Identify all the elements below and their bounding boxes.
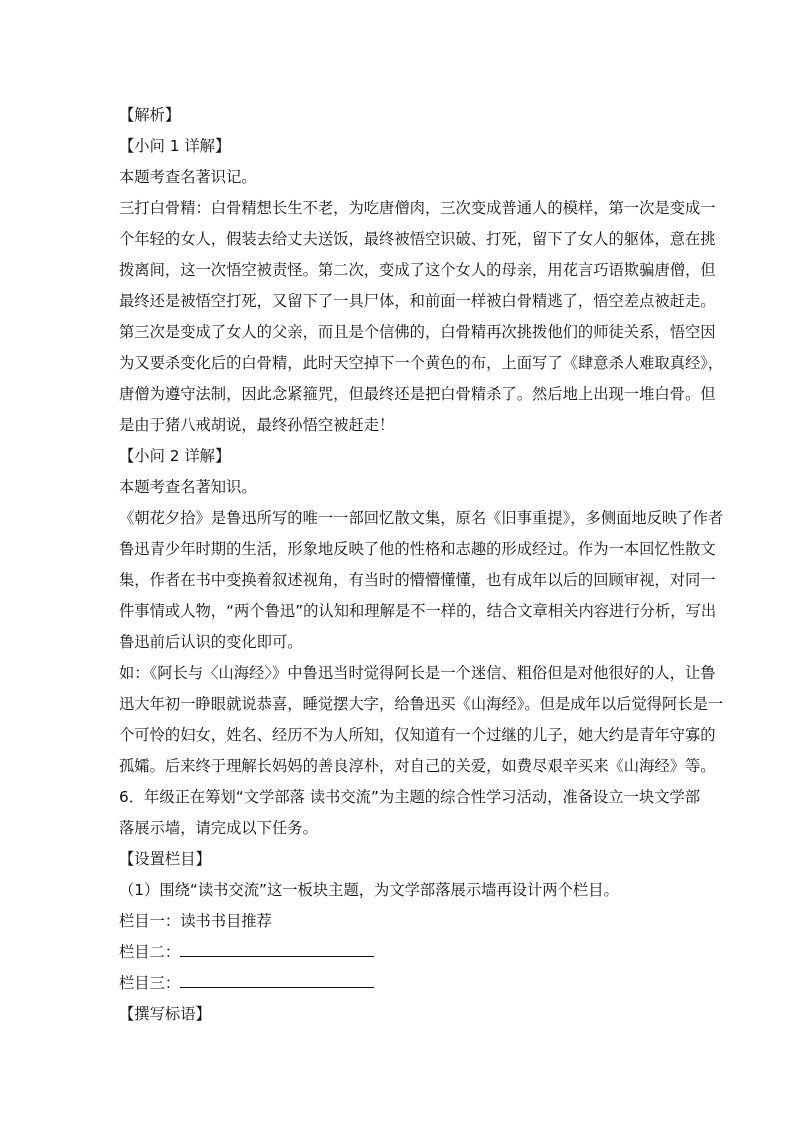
paragraph-line — [119, 875, 679, 906]
answer-field-line — [119, 968, 679, 999]
paragraph-line — [119, 162, 679, 193]
paragraph-line — [119, 224, 716, 255]
line-text: 【小问 1 详解】 — [119, 137, 231, 155]
paragraph-line — [119, 565, 716, 596]
line-text: 6．年级正在筹划“文学部落 读书交流”为主题的综合性学习活动，准备设立一块文学部 — [119, 788, 701, 806]
line-text: 三打白骨精：白骨精想长生不老，为吃唐僧肉，三次变成普通人的模样，第一次是变成一 — [119, 199, 716, 217]
line-text: 件事情或人物，“两个鲁迅”的认知和理解是不一样的，结合文章相关内容进行分析，写出 — [119, 602, 717, 620]
paragraph-line — [119, 720, 716, 751]
line-text: 个年轻的女人，假装去给丈夫送饭，最终被悟空识破、打死，留下了女人的躯体，意在挑 — [119, 230, 716, 248]
line-text: 【解析】 — [119, 106, 181, 124]
line-text: 最终还是被悟空打死，又留下了一具尸体，和前面一样被白骨精逃了，悟空差点被赶走。 — [119, 292, 716, 310]
answer-blank[interactable] — [180, 971, 374, 988]
line-text: 本题考查名著知识。 — [119, 478, 257, 496]
paragraph-line — [119, 348, 724, 379]
paragraph-line — [119, 317, 716, 348]
paragraph-line — [119, 906, 679, 937]
paragraph-line — [119, 193, 716, 224]
line-text: 本题考查名著识记。 — [119, 168, 257, 186]
line-text: 孤孀。后来终于理解长妈妈的善良淳朴，对自己的关爱，如费尽艰辛买来《山海经》等。 — [119, 757, 716, 775]
section-heading — [119, 441, 679, 472]
paragraph-line — [119, 410, 679, 441]
paragraph-line — [119, 627, 679, 658]
paragraph-line — [119, 813, 679, 844]
line-text: 是由于猪八戒胡说，最终孙悟空被赶走！ — [119, 416, 395, 434]
line-text: 《朝花夕拾》是鲁迅所写的唯一一部回忆散文集，原名《旧事重提》，多侧面地反映了作者 — [119, 509, 724, 527]
paragraph-line — [119, 534, 716, 565]
line-text: 【撰写标语】 — [119, 1005, 211, 1023]
paragraph-line — [119, 379, 716, 410]
line-text: 【小问 2 详解】 — [119, 447, 231, 465]
section-heading — [119, 999, 679, 1030]
paragraph-line — [119, 255, 716, 286]
paragraph-line — [119, 782, 701, 813]
line-text: 【设置栏目】 — [119, 850, 211, 868]
line-text: 栏目一：读书书目推荐 — [119, 912, 272, 930]
paragraph-line — [119, 689, 724, 720]
line-text: 栏目三： — [119, 974, 181, 992]
line-text: 落展示墙，请完成以下任务。 — [119, 819, 318, 837]
paragraph-line — [119, 751, 716, 782]
line-text: 第三次是变成了女人的父亲，而且是个信佛的，白骨精再次挑拨他们的师徒关系，悟空因 — [119, 323, 716, 341]
document-body — [119, 100, 724, 1030]
paragraph-line — [119, 596, 717, 627]
line-text: 个可怜的妇女，姓名、经历不为人所知，仅知道有一个过继的儿子，她大约是青年守寡的 — [119, 726, 716, 744]
section-heading — [119, 131, 679, 162]
line-text: 拨离间，这一次悟空被责怪。第二次，变成了这个女人的母亲，用花言巧语欺骗唐僧，但 — [119, 261, 716, 279]
section-heading — [119, 100, 679, 131]
line-text: 鲁迅前后认识的变化即可。 — [119, 633, 303, 651]
line-text: 如：《阿长与〈山海经〉》中鲁迅当时觉得阿长是一个迷信、粗俗但是对他很好的人，让鲁 — [119, 664, 716, 682]
paragraph-line — [119, 472, 679, 503]
line-text: 迅大年初一睁眼就说恭喜，睡觉摆大字，给鲁迅买《山海经》。但是成年以后觉得阿长是一 — [119, 695, 724, 713]
answer-field-line — [119, 937, 679, 968]
line-text: 鲁迅青少年时期的生活，形象地反映了他的性格和志趣的形成经过。作为一本回忆性散文 — [119, 540, 716, 558]
line-text: 为又要杀变化后的白骨精，此时天空掉下一个黄色的布，上面写了《肆意杀人难取真经》， — [119, 354, 724, 372]
line-text: （1）围绕“读书交流”这一板块主题，为文学部落展示墙再设计两个栏目。 — [119, 881, 619, 899]
answer-blank[interactable] — [180, 940, 374, 957]
section-heading — [119, 844, 679, 875]
line-text: 集，作者在书中变换着叙述视角，有当时的懵懵懂懂，也有成年以后的回顾审视，对同一 — [119, 571, 716, 589]
line-text: 唐僧为遵守法制，因此念紧箍咒，但最终还是把白骨精杀了。然后地上出现一堆白骨。但 — [119, 385, 716, 403]
line-text: 栏目二： — [119, 943, 181, 961]
paragraph-line — [119, 503, 724, 534]
paragraph-line — [119, 286, 716, 317]
paragraph-line — [119, 658, 716, 689]
